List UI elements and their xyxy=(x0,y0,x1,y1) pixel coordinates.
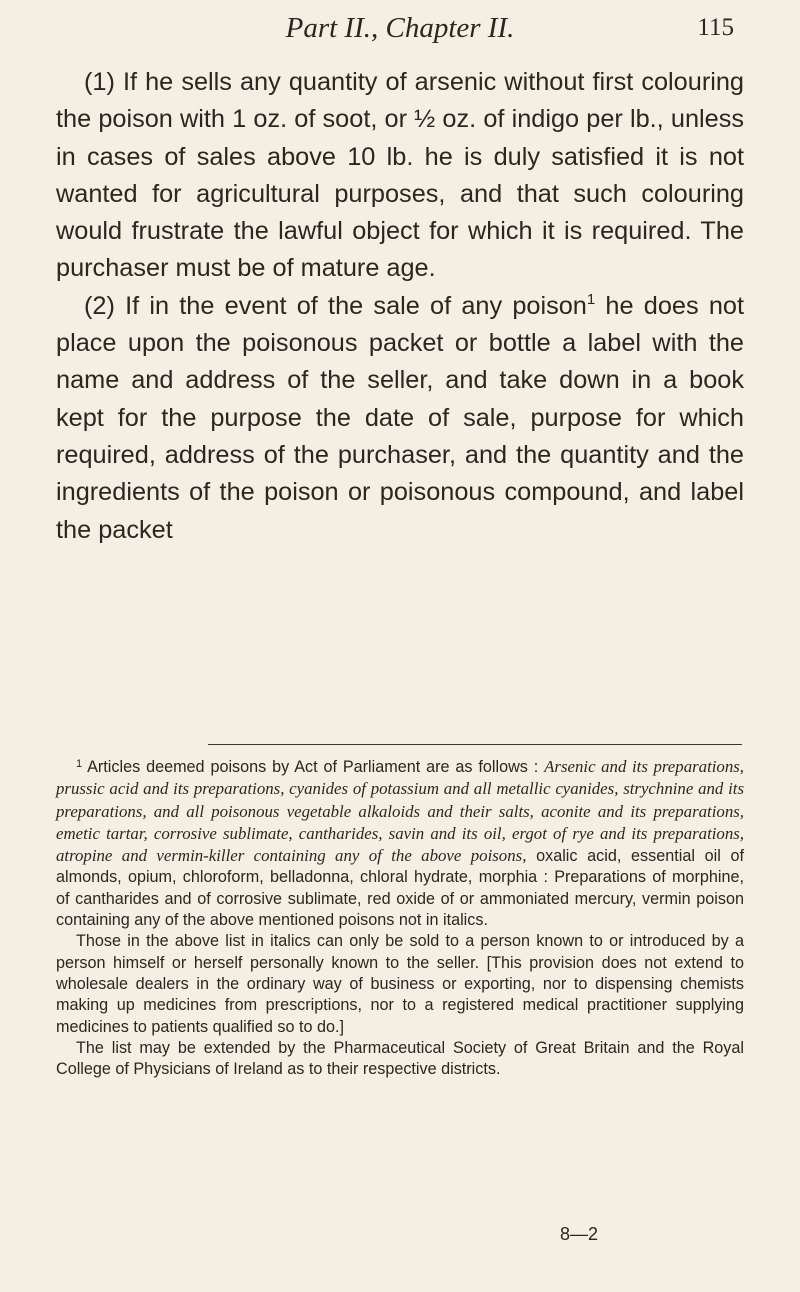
page-number: 115 xyxy=(697,14,734,41)
footnote-1 xyxy=(56,754,744,931)
paragraph-2-rest: he does not place upon the poisonous packet or bottle a label with the name and address of the seller, and take down in a book kept for the purpose the date of sale, purpose for which required, address of the purchaser, and the quantity and the ingredients of the poison or poisonous compound, and label the packet xyxy=(56,291,744,544)
paragraph-2-start: (2) If in the event of the sale of any poison xyxy=(84,291,587,320)
page-header xyxy=(0,10,800,50)
footnote-reference: 1 xyxy=(586,290,596,308)
footnote-block xyxy=(56,754,744,1080)
paragraph-2 xyxy=(56,288,744,549)
signature-mark: 8—2 xyxy=(560,1224,599,1244)
footnote-other-poisons: oxalic acid, essential oil of almonds, opium, chloroform, belladonna, chloral hydrate, morphia : Preparations of morphine, of cantharides and of corrosive sublimate, red oxide of or ammoniated mercury, vermin poison containing any of the above mentioned poisons not in italics. xyxy=(56,847,744,930)
paragraph-1: (1) If he sells any quantity of arsenic without first colouring the poison with 1 oz. of soot, or ½ oz. of indigo per lb., unless in cases of sales above 10 lb. he is duly satisfied it is not wanted for agricultural purposes, and that such colouring would frustrate the lawful object for which it is required. The purchaser must be of mature age. xyxy=(56,68,744,283)
footnote-divider xyxy=(208,744,742,745)
footnote-paragraph-2: Those in the above list in italics can only be sold to a person known to or introduced by a person himself or herself personally known to the seller. [This provision does not extend to wholesale dealers in the ordinary way of business or exporting, nor to dispensing chemists making up medicines from prescriptions, nor to a registered medical practitioner supplying medicines to patients qualified so to do.] xyxy=(56,932,744,1036)
footnote-mark: 1 xyxy=(76,758,83,770)
footnote-intro: Articles deemed poisons by Act of Parliament are as follows : xyxy=(82,758,545,776)
main-text xyxy=(56,64,744,549)
footnote-paragraph-3: The list may be extended by the Pharmaceutical Society of Great Britain and the Royal College of Physicians of Ireland as to their respective districts. xyxy=(56,1038,744,1079)
running-head: Part II., Chapter II. xyxy=(285,12,515,44)
footnote-italic-poisons: Arsenic and its preparations, prussic acid and its preparations, cyanides of potassium and all metallic cyanides, strychnine and its preparations, and all poisonous vegetable alkaloids and their salts, aconite and its preparations, emetic tartar, corrosive sublimate, cantharides, savin and its oil, ergot of rye and its preparations, atropine and vermin-killer containing any of the above poisons, xyxy=(56,757,745,866)
